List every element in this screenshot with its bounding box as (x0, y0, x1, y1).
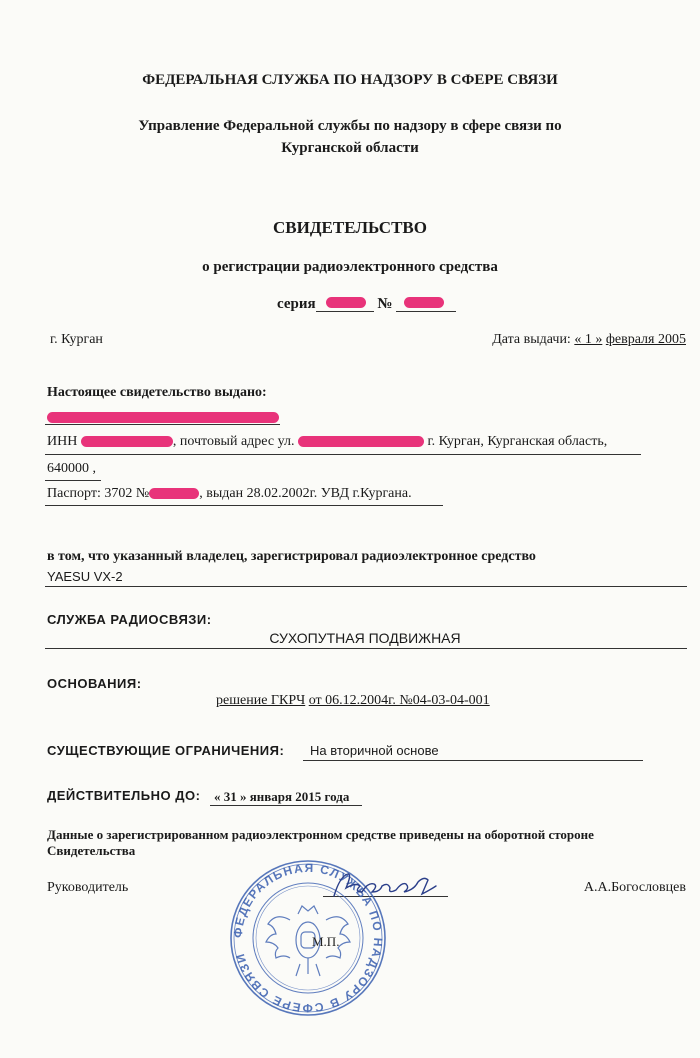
passport-suffix: , выдан 28.02.2002г. УВД г.Кургана. (199, 486, 412, 501)
redaction-owner-name (47, 412, 279, 423)
series-line (277, 296, 456, 314)
department-line-2: Курганской области (281, 140, 419, 156)
limits-label: СУЩЕСТВУЮЩИЕ ОГРАНИЧЕНИЯ: (47, 743, 285, 758)
inn-label: ИНН (47, 434, 78, 449)
address-prefix: , почтовый адрес ул. (172, 434, 295, 449)
svg-text:М.П.: М.П. (312, 934, 340, 949)
head-name: А.А.Богословцев (583, 880, 686, 895)
handwritten-signature-icon (328, 868, 453, 904)
passport-line (47, 486, 412, 502)
agency-title: ФЕДЕРАЛЬНАЯ СЛУЖБА ПО НАДЗОРУ В СФЕРЕ СВЯЗИ (142, 72, 558, 88)
signature (328, 868, 453, 904)
passport-prefix: Паспорт: 3702 № (47, 486, 150, 501)
redaction-series (326, 297, 366, 308)
svg-text:ФЕДЕРАЛЬНАЯ СЛУЖБА ПО НАДЗОРУ: ФЕДЕРАЛЬНАЯ СЛУЖБА ПО НАДЗОРУ В СФЕРЕ СВЯЗИ (230, 860, 386, 1016)
reverse-side-note-line-1: Данные о зарегистрированном радиоэлектронном средстве приведены на оборотной стороне (47, 827, 594, 842)
city: г. Курган (50, 332, 103, 347)
document-title: СВИДЕТЕЛЬСТВО (273, 218, 427, 237)
series-label: серия (277, 296, 316, 312)
basis-label: ОСНОВАНИЯ: (47, 676, 142, 691)
inn-address-line (47, 434, 607, 450)
basis-value (216, 693, 490, 709)
service-value: СУХОПУТНАЯ ПОДВИЖНАЯ (269, 630, 461, 646)
redaction-inn (81, 436, 173, 447)
issue-date (492, 332, 686, 348)
issue-date-rest: февраля 2005 (605, 332, 686, 347)
issue-date-day: « 1 » (574, 332, 603, 347)
redaction-number (404, 297, 444, 308)
issue-date-label: Дата выдачи: (492, 332, 571, 347)
redaction-street (298, 436, 424, 447)
postcode: 640000 , (47, 461, 96, 476)
number-label: № (377, 296, 393, 312)
department-line-1: Управление Федеральной службы по надзору в сфере связи по (138, 118, 562, 134)
service-label: СЛУЖБА РАДИОСВЯЗИ: (47, 612, 212, 627)
document-subtitle: о регистрации радиоэлектронного средства (202, 259, 498, 275)
device-model: YAESU VX-2 (47, 569, 123, 584)
valid-until-value: « 31 » января 2015 года (214, 789, 350, 804)
address-suffix: г. Курган, Курганская область, (427, 434, 608, 449)
valid-until-label: ДЕЙСТВИТЕЛЬНО ДО: (47, 788, 201, 803)
reverse-side-note-line-2: Свидетельства (47, 843, 136, 858)
basis-value-date: от 06.12.2004г. №04-03-04-001 (308, 693, 490, 708)
limits-value: На вторичной основе (310, 743, 439, 758)
redaction-passport (149, 488, 199, 499)
basis-value-decision: решение ГКРЧ (216, 693, 306, 708)
head-label: Руководитель (47, 880, 129, 895)
registration-statement: в том, что указанный владелец, зарегистрировал радиоэлектронное средство (47, 549, 536, 564)
issued-to-label: Настоящее свидетельство выдано: (47, 385, 267, 400)
